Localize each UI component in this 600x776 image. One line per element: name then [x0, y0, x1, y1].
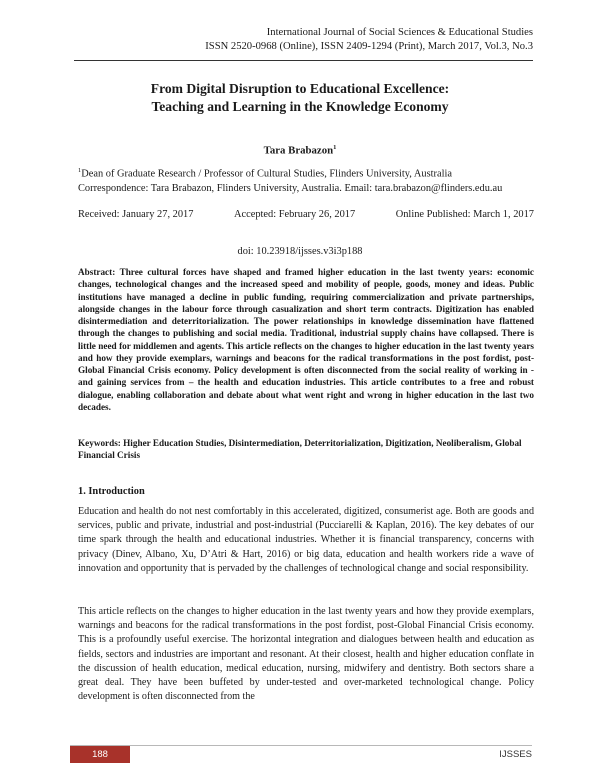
journal-name: International Journal of Social Sciences & Educational Studies — [266, 27, 533, 38]
affiliation-text: Dean of Graduate Research / Professor of Cultural Studies, Flinders University, Australia — [81, 168, 452, 180]
accepted-date: Accepted: February 26, 2017 — [233, 209, 356, 220]
published-date: Online Published: March 1, 2017 — [395, 209, 534, 220]
dates-row — [78, 209, 534, 220]
header-divider — [74, 60, 533, 61]
correspondence-line: Correspondence: Tara Brabazon, Flinders University, Australia. Email: tara.brabazon@flinders.edu.au — [78, 182, 503, 194]
author-sup: 1 — [333, 144, 337, 151]
paragraph: Education and health do not nest comfortably in this accelerated, digitized, consumerist age. Both are goods and services, public and private, industrial and post-industrial (Pucciarelli & Kaplan, 2016). The key debates of our time spark through the health and educational industries. Whether it is financial transparency, concerns with privacy (Dinev, Albano, Xu, D’Atri & Hart, 2016) or big data, education and health workers ride a wave of innovation and opportunity that is pervaded by the challenges of technological change and social responsibility. — [78, 506, 534, 574]
footer-divider — [70, 745, 532, 746]
title-line-2: Teaching and Learning in the Knowledge Economy — [151, 99, 449, 114]
affiliation-sup: 1 — [78, 167, 82, 174]
received-date: Received: January 27, 2017 — [78, 209, 194, 220]
article-title — [60, 80, 540, 116]
journal-abbreviation: IJSSES — [499, 749, 532, 760]
affiliation-block — [78, 164, 560, 196]
page-number: 188 — [70, 746, 130, 763]
running-header — [205, 26, 533, 53]
issn-line: ISSN 2520-0968 (Online), ISSN 2409-1294 (Print), March 2017, Vol.3, No.3 — [205, 40, 533, 52]
author-name: Tara Brabazon — [263, 144, 334, 157]
section-heading: 1. Introduction — [78, 486, 145, 497]
paragraph: This article reflects on the changes to higher education in the last twenty years and how they provide exemplars, warnings and beacons for the radical transformations in the post fordist, post-Global Financial Crisis economy. This is a profoundly useful exercise. The horizontal integration and dialogues between health and education as fields, sectors and industries are important and resonant. At their closest, health and higher education conflate in the discussion of health education, medical education, nursing, midwifery and dentistry. Both sectors share a great deal. They have been buffeted by under-tested and over-marketed technological change. Policy development is often disconnected from the — [78, 606, 534, 703]
author — [60, 144, 540, 157]
affiliation-line — [78, 164, 560, 182]
doi: doi: 10.23918/ijsses.v3i3p188 — [237, 246, 363, 257]
title-line-1: From Digital Disruption to Educational Excellence: — [150, 81, 450, 96]
abstract: Abstract: Three cultural forces have shaped and framed higher education in the last twenty years: economic changes, technological changes and the increased speed and mobility of people, goods, money and ideas. Public institutions have managed a decline in public funding, requiring commercialization and private partnerships, alongside changes in the labour force through casualization and short term contracts. Digitization has enabled disintermediation and deterritorialization. The power relationships in knowledge dissemination have flattened through the changes to publishing and social media. Traditional, industrial supply chains have collapsed. There is little need for middlemen and agents. This article reflects on the changes to higher education in the last twenty years and how they provide exemplars, warnings and beacons for the radical transformations in the post fordist, post-Global Financial Crisis economy. Policy development is often disconnected from the social reality of working in - and gaining services from – the health and education industries. This article contributes to a free and robust dialogue, enabling collaboration and debate about what went right and wrong in higher education in the last two decades. — [78, 267, 534, 412]
keywords: Keywords: Higher Education Studies, Disintermediation, Deterritorialization, Digitization, Neoliberalism, Global Financial Crisis — [78, 438, 522, 461]
